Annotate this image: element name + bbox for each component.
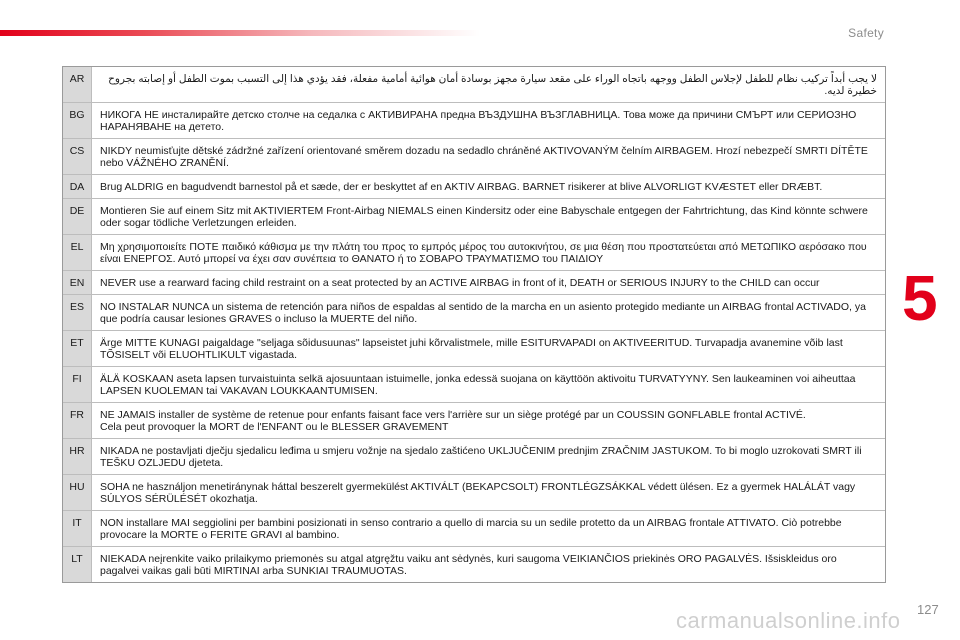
language-code: EL bbox=[63, 235, 92, 271]
table-row bbox=[63, 271, 885, 295]
warning-text: لا يجب أبداً تركيب نظام للطفل لإجلاس الطفل ووجهه باتجاه الوراء على مقعد سيارة مجهز بوسادة أمان هوائية أمامية مفعلة، فقد يؤدي هذا إلى التسبب بموت الطفل أو إصابته بجروح خطيرة لديه. bbox=[92, 67, 885, 103]
warning-text: NE JAMAIS installer de système de retenue pour enfants faisant face vers l'arrière sur un siège protégé par un COUSSIN GONFLABLE frontal ACTIVÉ. Cela peut provoquer la MORT de l'ENFANT ou le BLESSER GRAVEMENT bbox=[92, 403, 885, 439]
language-code: FR bbox=[63, 403, 92, 439]
warning-text: Brug ALDRIG en bagudvendt barnestol på et sæde, der er beskyttet af en AKTIV AIRBAG. BARNET risikerer at blive ALVORLIGT KVÆSTET eller DRÆBT. bbox=[92, 175, 885, 199]
language-code: CS bbox=[63, 139, 92, 175]
table-row bbox=[63, 439, 885, 475]
table-row bbox=[63, 175, 885, 199]
table-row bbox=[63, 295, 885, 331]
language-code: HR bbox=[63, 439, 92, 475]
language-code: DE bbox=[63, 199, 92, 235]
chapter-number: 5 bbox=[902, 262, 938, 334]
table-row bbox=[63, 103, 885, 139]
table-row bbox=[63, 199, 885, 235]
language-code: BG bbox=[63, 103, 92, 139]
table-row bbox=[63, 67, 885, 103]
header-bar bbox=[0, 0, 960, 42]
table-row bbox=[63, 331, 885, 367]
table-row bbox=[63, 139, 885, 175]
table-row bbox=[63, 511, 885, 547]
watermark: carmanualsonline.info bbox=[676, 608, 901, 633]
warning-text: НИКОГА НЕ инсталирайте детско столче на седалка с АКТИВИРАНА предна ВЪЗДУШНА ВЪЗГЛАВНИЦА. Това може да причини СМЪРТ или СЕРИОЗНО НАРАНЯВАНЕ на детето. bbox=[92, 103, 885, 139]
warning-text: NEVER use a rearward facing child restraint on a seat protected by an ACTIVE AIRBAG in front of it, DEATH or SERIOUS INJURY to the CHILD can occur bbox=[92, 271, 885, 295]
language-code: AR bbox=[63, 67, 92, 103]
warning-text: NIKADA ne postavljati dječju sjedalicu leđima u smjeru vožnje na sjedalo zaštićeno UKLJUČENIM prednjim ZRAČNIM JASTUKOM. To bi moglo uzrokovati SMRT ili TEŠKU OZLJEDU djeteta. bbox=[92, 439, 885, 475]
language-code: IT bbox=[63, 511, 92, 547]
table-row bbox=[63, 367, 885, 403]
warning-text: NIEKADA neįrenkite vaiko prilaikymo priemonės su atgal atgręžtu vaiku ant sėdynės, kuri saugoma VEIKIANČIOS priekinės ORO PAGALVĖS. Išsiskleidus oro pagalvei vaikas gali būti MIRTINAI arba SUNKIAI TRAUMUOTAS. bbox=[100, 553, 837, 577]
warning-text: NON installare MAI seggiolini per bambini posizionati in senso contrario a quello di marcia su un sedile protetto da un AIRBAG frontale ATTIVATO. Ciò potrebbe provocare la MORTE o FERITE GRAVI al bambino. bbox=[92, 511, 885, 547]
section-title: Safety bbox=[848, 26, 884, 40]
warning-text: NIKDY neumisťujte dětské zádržné zařízení orientované směrem dozadu na sedadlo chráněné AKTIVOVANÝM čelním AIRBAGEM. Hrozí nebezpečí SMRTI DÍTĚTE nebo VÁŽNÉHO ZRANĚNÍ. bbox=[92, 139, 885, 175]
language-code: ES bbox=[63, 295, 92, 331]
language-code: LT bbox=[63, 547, 92, 582]
warning-text: ÄLÄ KOSKAAN aseta lapsen turvaistuinta selkä ajosuuntaan istuimelle, jonka edessä suojana on käyttöön aktivoitu TURVATYYNY. Sen laukeaminen voi aiheuttaa LAPSEN KUOLEMAN tai VAKAVAN LOUKKAANTUMISEN. bbox=[92, 367, 885, 403]
airbag-warning-table bbox=[62, 66, 886, 583]
warning-text: Μη χρησιμοποιείτε ΠΟΤΕ παιδικό κάθισμα με την πλάτη του προς το εμπρός μέρος του αυτοκινήτου, σε μια θέση που προστατεύεται από ΜΕΤΩΠΙΚΟ αερόσακο που είναι ΕΝΕΡΓΟΣ. Αυτό μπορεί να έχει σαν συνέπεια το ΘΑΝΑΤΟ ή το ΣΟΒΑΡΟ ΤΡΑΥΜΑΤΙΣΜΟ του ΠΑΙΔΙΟΥ bbox=[92, 235, 885, 271]
table-row bbox=[63, 547, 885, 582]
warning-text: Ärge MITTE KUNAGI paigaldage "seljaga sõidusuunas" lapseistet juhi kõrvalistmele, mille ESITURVAPADI on AKTIVEERITUD. Turvapadja avanemine võib last TÕSISELT või ELUOHTLIKULT vigastada. bbox=[92, 331, 885, 367]
table-row bbox=[63, 235, 885, 271]
warning-text: Montieren Sie auf einem Sitz mit AKTIVIERTEM Front-Airbag NIEMALS einen Kindersitz oder eine Babyschale entgegen der Fahrtrichtung, das Kind könnte schwere oder sogar tödliche Verletzungen erleiden. bbox=[92, 199, 885, 235]
warning-text: NO INSTALAR NUNCA un sistema de retención para niños de espaldas al sentido de la marcha en un asiento protegido mediante un AIRBAG frontal ACTIVADO, ya que podría causar lesiones GRAVES o incluso la MUERTE del niño. bbox=[92, 295, 885, 331]
header-accent-rule bbox=[0, 30, 480, 36]
language-code: DA bbox=[63, 175, 92, 199]
language-code: ET bbox=[63, 331, 92, 367]
table-row bbox=[63, 403, 885, 439]
page-number: 127 bbox=[917, 602, 939, 617]
warning-text: SOHA ne használjon menetiránynak háttal beszerelt gyermekülést AKTIVÁLT (BEKAPCSOLT) FRONTLÉGZSÁKKAL védett ülésen. Ez a gyermek HALÁLÁT vagy SÚLYOS SÉRÜLÉSÉT okozhatja. bbox=[92, 475, 885, 511]
language-code: HU bbox=[63, 475, 92, 511]
language-code: FI bbox=[63, 367, 92, 403]
language-code: EN bbox=[63, 271, 92, 295]
table-row bbox=[63, 475, 885, 511]
